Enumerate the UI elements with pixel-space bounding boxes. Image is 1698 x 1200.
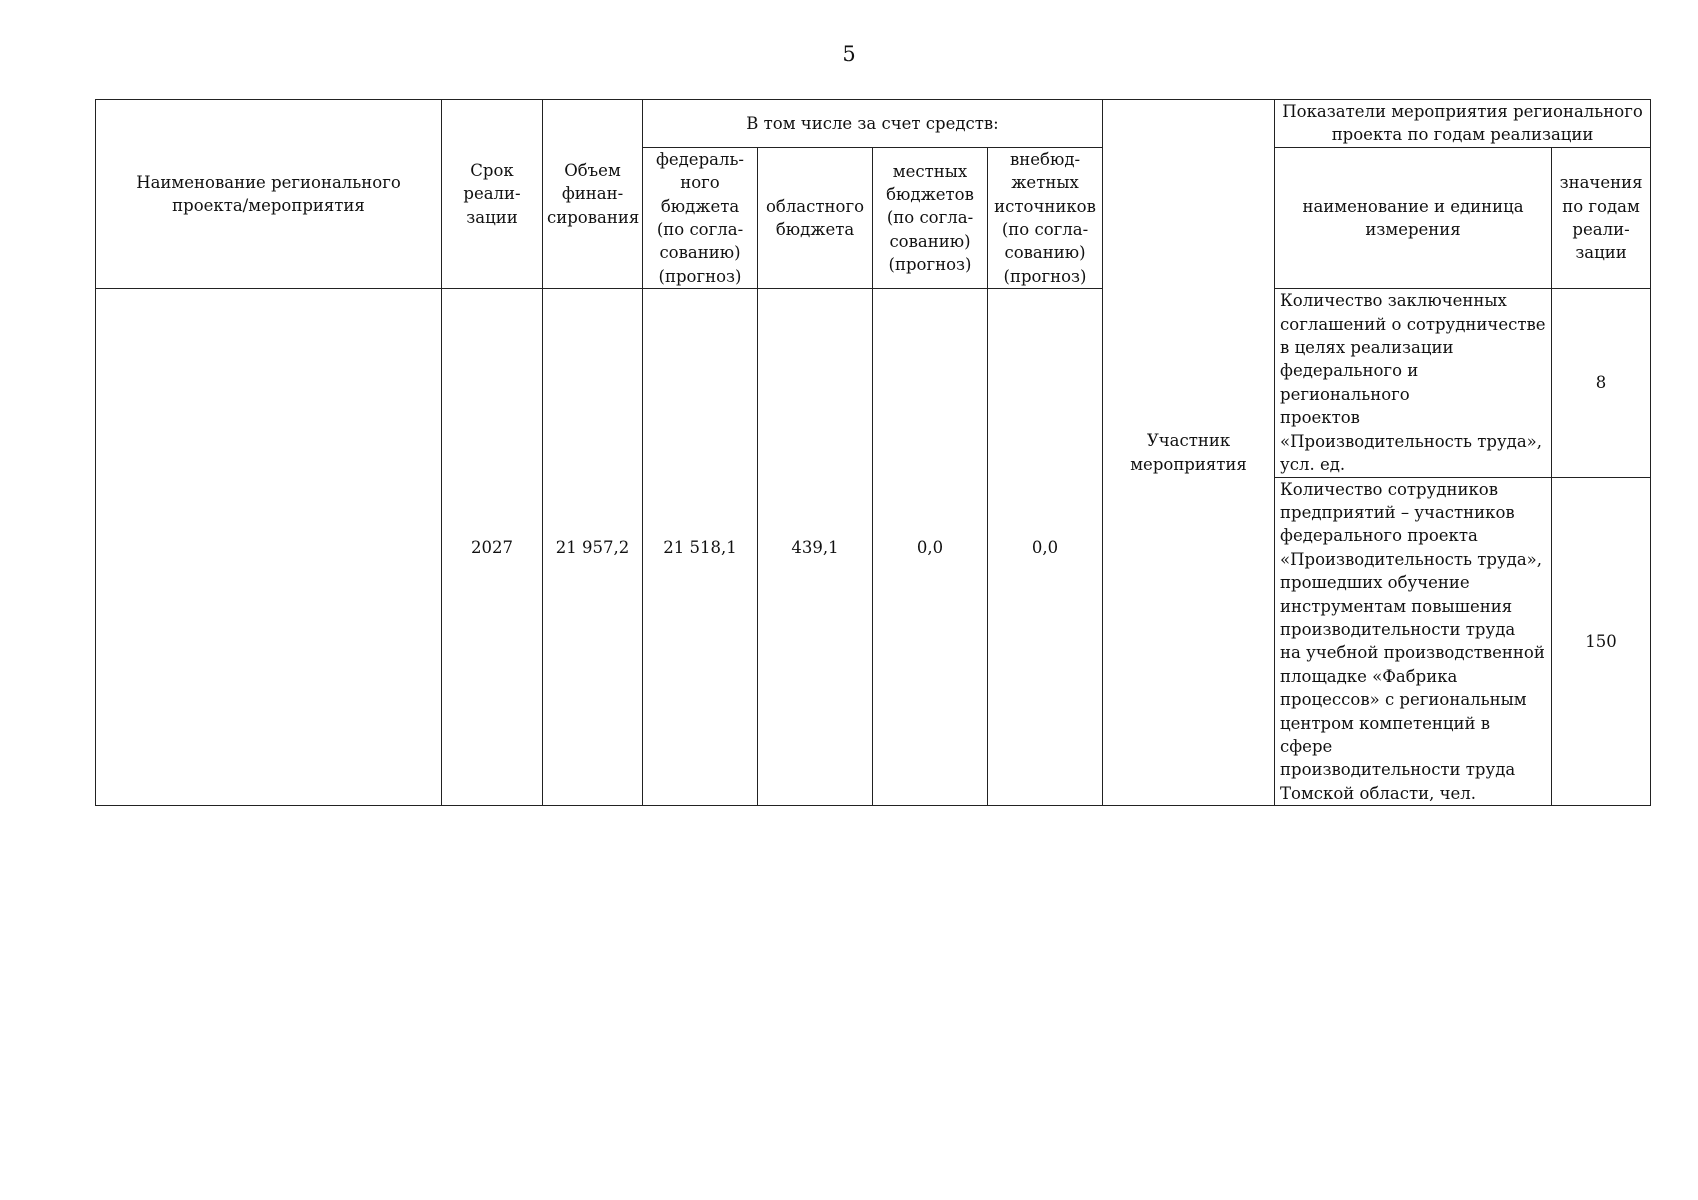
cell-indicator-value: 8	[1552, 289, 1651, 477]
header-term: Срок реали- зации	[442, 100, 543, 289]
header-extrabudget-sources: внебюд- жетных источников (по согла- сованию) (прогноз)	[988, 147, 1103, 288]
cell-regional-budget: 439,1	[758, 289, 873, 806]
header-funding-group: В том числе за счет средств:	[643, 100, 1103, 148]
financing-table	[95, 99, 1651, 806]
cell-extrabudget-sources: 0,0	[988, 289, 1103, 806]
header-project-name: Наименование регионального проекта/мероприятия	[96, 100, 442, 289]
cell-indicator-name: Количество заключенных соглашений о сотрудничестве в целях реализации федерального и регионального проектов «Производительность труда», усл. ед.	[1275, 289, 1552, 477]
table-row	[96, 289, 1651, 477]
cell-local-budgets: 0,0	[873, 289, 988, 806]
page-number: 5	[842, 42, 856, 66]
cell-indicator-value: 150	[1552, 477, 1651, 806]
header-indicator-name: наименование и единица измерения	[1275, 147, 1552, 288]
cell-volume: 21 957,2	[543, 289, 643, 806]
header-indicators-group: Показатели мероприятия регионального проекта по годам реализации	[1275, 100, 1651, 148]
header-indicator-values: значения по годам реали- зации	[1552, 147, 1651, 288]
cell-indicator-name: Количество сотрудников предприятий – участников федерального проекта «Производительность труда», прошедших обучение инструментам повышения производительности труда на учебной производственной площадке «Фабрика процессов» с региональным центром компетенций в сфере производительности труда Томской области, чел.	[1275, 477, 1552, 806]
header-local-budgets: местных бюджетов (по согла- сованию) (прогноз)	[873, 147, 988, 288]
cell-term: 2027	[442, 289, 543, 806]
header-row-1	[96, 100, 1651, 148]
cell-project-name	[96, 289, 442, 806]
header-volume: Объем финан- сирования	[543, 100, 643, 289]
header-federal-budget: федераль- ного бюджета (по согла- сованию) (прогноз)	[643, 147, 758, 288]
cell-federal-budget: 21 518,1	[643, 289, 758, 806]
header-regional-budget: областного бюджета	[758, 147, 873, 288]
header-participant: Участник мероприятия	[1103, 100, 1275, 806]
